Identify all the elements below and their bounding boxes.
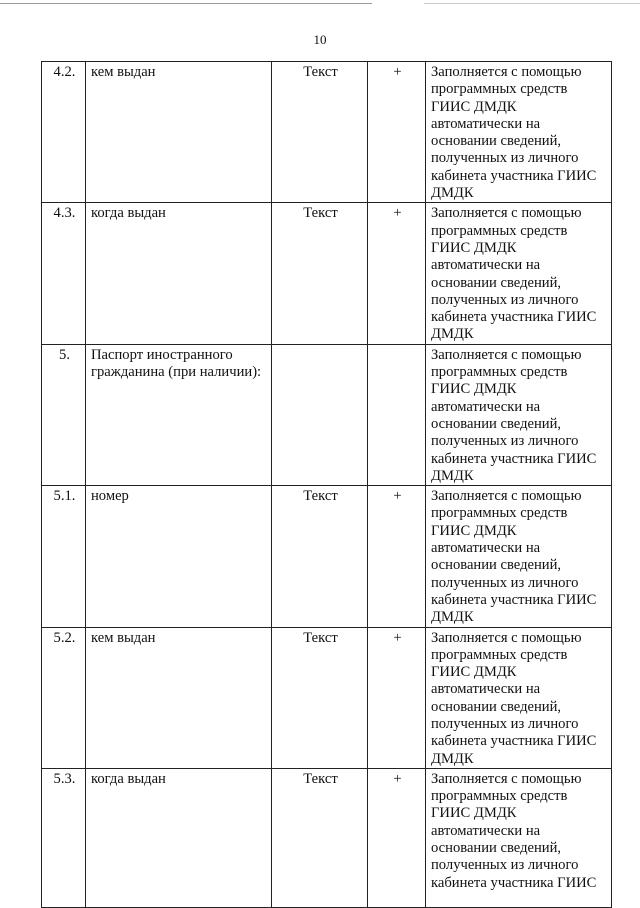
required-mark-cell: + — [368, 203, 426, 344]
fill-method-line: основании сведений, — [431, 557, 562, 574]
field-name-cell: Паспорт иностранного гражданина (при наличии): — [86, 344, 272, 485]
fill-method-line: основании сведений, — [431, 840, 562, 857]
fill-method-line: кабинета участника ГИИС — [431, 591, 597, 608]
fill-method-line: программных средств — [431, 222, 568, 239]
field-type-cell: Текст — [272, 627, 368, 768]
fill-method-cell — [426, 486, 612, 627]
field-name-cell: когда выдан — [86, 768, 272, 907]
row-number-cell: 5.2. — [42, 627, 86, 768]
table-row — [42, 768, 612, 907]
fill-method-line: ДМДК — [431, 609, 474, 626]
fill-method-line: программных средств — [431, 646, 568, 663]
fill-method-cell — [426, 62, 612, 203]
fill-method-line: Заполняется с помощью — [431, 488, 582, 505]
fill-method-line: программных средств — [431, 788, 568, 805]
fill-method-line: автоматически на — [431, 540, 541, 557]
field-type-cell: Текст — [272, 203, 368, 344]
table-row — [42, 203, 612, 344]
field-type-cell: Текст — [272, 768, 368, 907]
fill-method-cell — [426, 768, 612, 907]
fill-method-line: Заполняется с помощью — [431, 770, 582, 787]
fill-method-line: полученных из личного — [431, 715, 579, 732]
fill-method-line: полученных из личного — [431, 857, 579, 874]
row-number-cell: 4.3. — [42, 203, 86, 344]
fill-method-line: основании сведений, — [431, 415, 562, 432]
fill-method-line: основании сведений, — [431, 274, 562, 291]
fill-method-line: ГИИС ДМДК — [431, 805, 517, 822]
required-mark-cell: + — [368, 486, 426, 627]
fill-method-line: полученных из личного — [431, 433, 579, 450]
fill-method-line: автоматически на — [431, 398, 541, 415]
fill-method-line: ГИИС ДМДК — [431, 522, 517, 539]
table-row — [42, 627, 612, 768]
fill-method-cell — [426, 203, 612, 344]
required-mark-cell: + — [368, 768, 426, 907]
table-row — [42, 486, 612, 627]
fill-method-line: ДМДК — [431, 750, 474, 767]
table-row — [42, 344, 612, 485]
field-name-cell: когда выдан — [86, 203, 272, 344]
fill-method-line: автоматически на — [431, 115, 541, 132]
fill-method-line: основании сведений, — [431, 698, 562, 715]
fill-method-line: кабинета участника ГИИС — [431, 167, 597, 184]
field-name-cell: кем выдан — [86, 62, 272, 203]
field-type-cell — [272, 344, 368, 485]
fill-method-line: Заполняется с помощью — [431, 346, 582, 363]
fill-method-cell — [426, 627, 612, 768]
fill-method-line: Заполняется с помощью — [431, 64, 582, 80]
fields-table — [41, 61, 612, 908]
scan-edge-line-left — [0, 3, 372, 4]
required-mark-cell: + — [368, 627, 426, 768]
fill-method-line: кабинета участника ГИИС — [431, 309, 597, 326]
scan-edge-line-right — [424, 3, 640, 4]
fill-method-line: полученных из личного — [431, 150, 579, 167]
row-number-cell: 5.1. — [42, 486, 86, 627]
page-number: 10 — [313, 32, 327, 47]
fill-method-line: ГИИС ДМДК — [431, 239, 517, 256]
fill-method-line: программных средств — [431, 81, 568, 98]
fill-method-line: полученных из личного — [431, 291, 579, 308]
fill-method-line: автоматически на — [431, 822, 541, 839]
fill-method-line: автоматически на — [431, 681, 541, 698]
fill-method-line: ГИИС ДМДК — [431, 381, 517, 398]
row-number-cell: 4.2. — [42, 62, 86, 203]
fill-method-line: ДМДК — [431, 467, 474, 484]
fill-method-line: кабинета участника ГИИС — [431, 733, 597, 750]
fill-method-line: ГИИС ДМДК — [431, 664, 517, 681]
field-type-cell: Текст — [272, 62, 368, 203]
required-mark-cell — [368, 344, 426, 485]
table-row — [42, 62, 612, 203]
fill-method-line: ДМДК — [431, 326, 474, 343]
fill-method-line: ГИИС ДМДК — [431, 98, 517, 115]
fill-method-line: основании сведений, — [431, 133, 562, 150]
fill-method-line: программных средств — [431, 364, 568, 381]
field-type-cell: Текст — [272, 486, 368, 627]
fill-method-line: программных средств — [431, 505, 568, 522]
fields-table-body — [42, 62, 612, 908]
fill-method-line: кабинета участника ГИИС — [431, 874, 597, 891]
fill-method-cell — [426, 344, 612, 485]
field-name-cell: номер — [86, 486, 272, 627]
fill-method-line: ДМДК — [431, 185, 474, 202]
row-number-cell: 5.3. — [42, 768, 86, 907]
fill-method-line: Заполняется с помощью — [431, 629, 582, 646]
row-number-cell: 5. — [42, 344, 86, 485]
fill-method-line: Заполняется с помощью — [431, 205, 582, 222]
fill-method-line: полученных из личного — [431, 574, 579, 591]
fill-method-line: автоматически на — [431, 257, 541, 274]
field-name-cell: кем выдан — [86, 627, 272, 768]
fill-method-line: кабинета участника ГИИС — [431, 450, 597, 467]
required-mark-cell: + — [368, 62, 426, 203]
